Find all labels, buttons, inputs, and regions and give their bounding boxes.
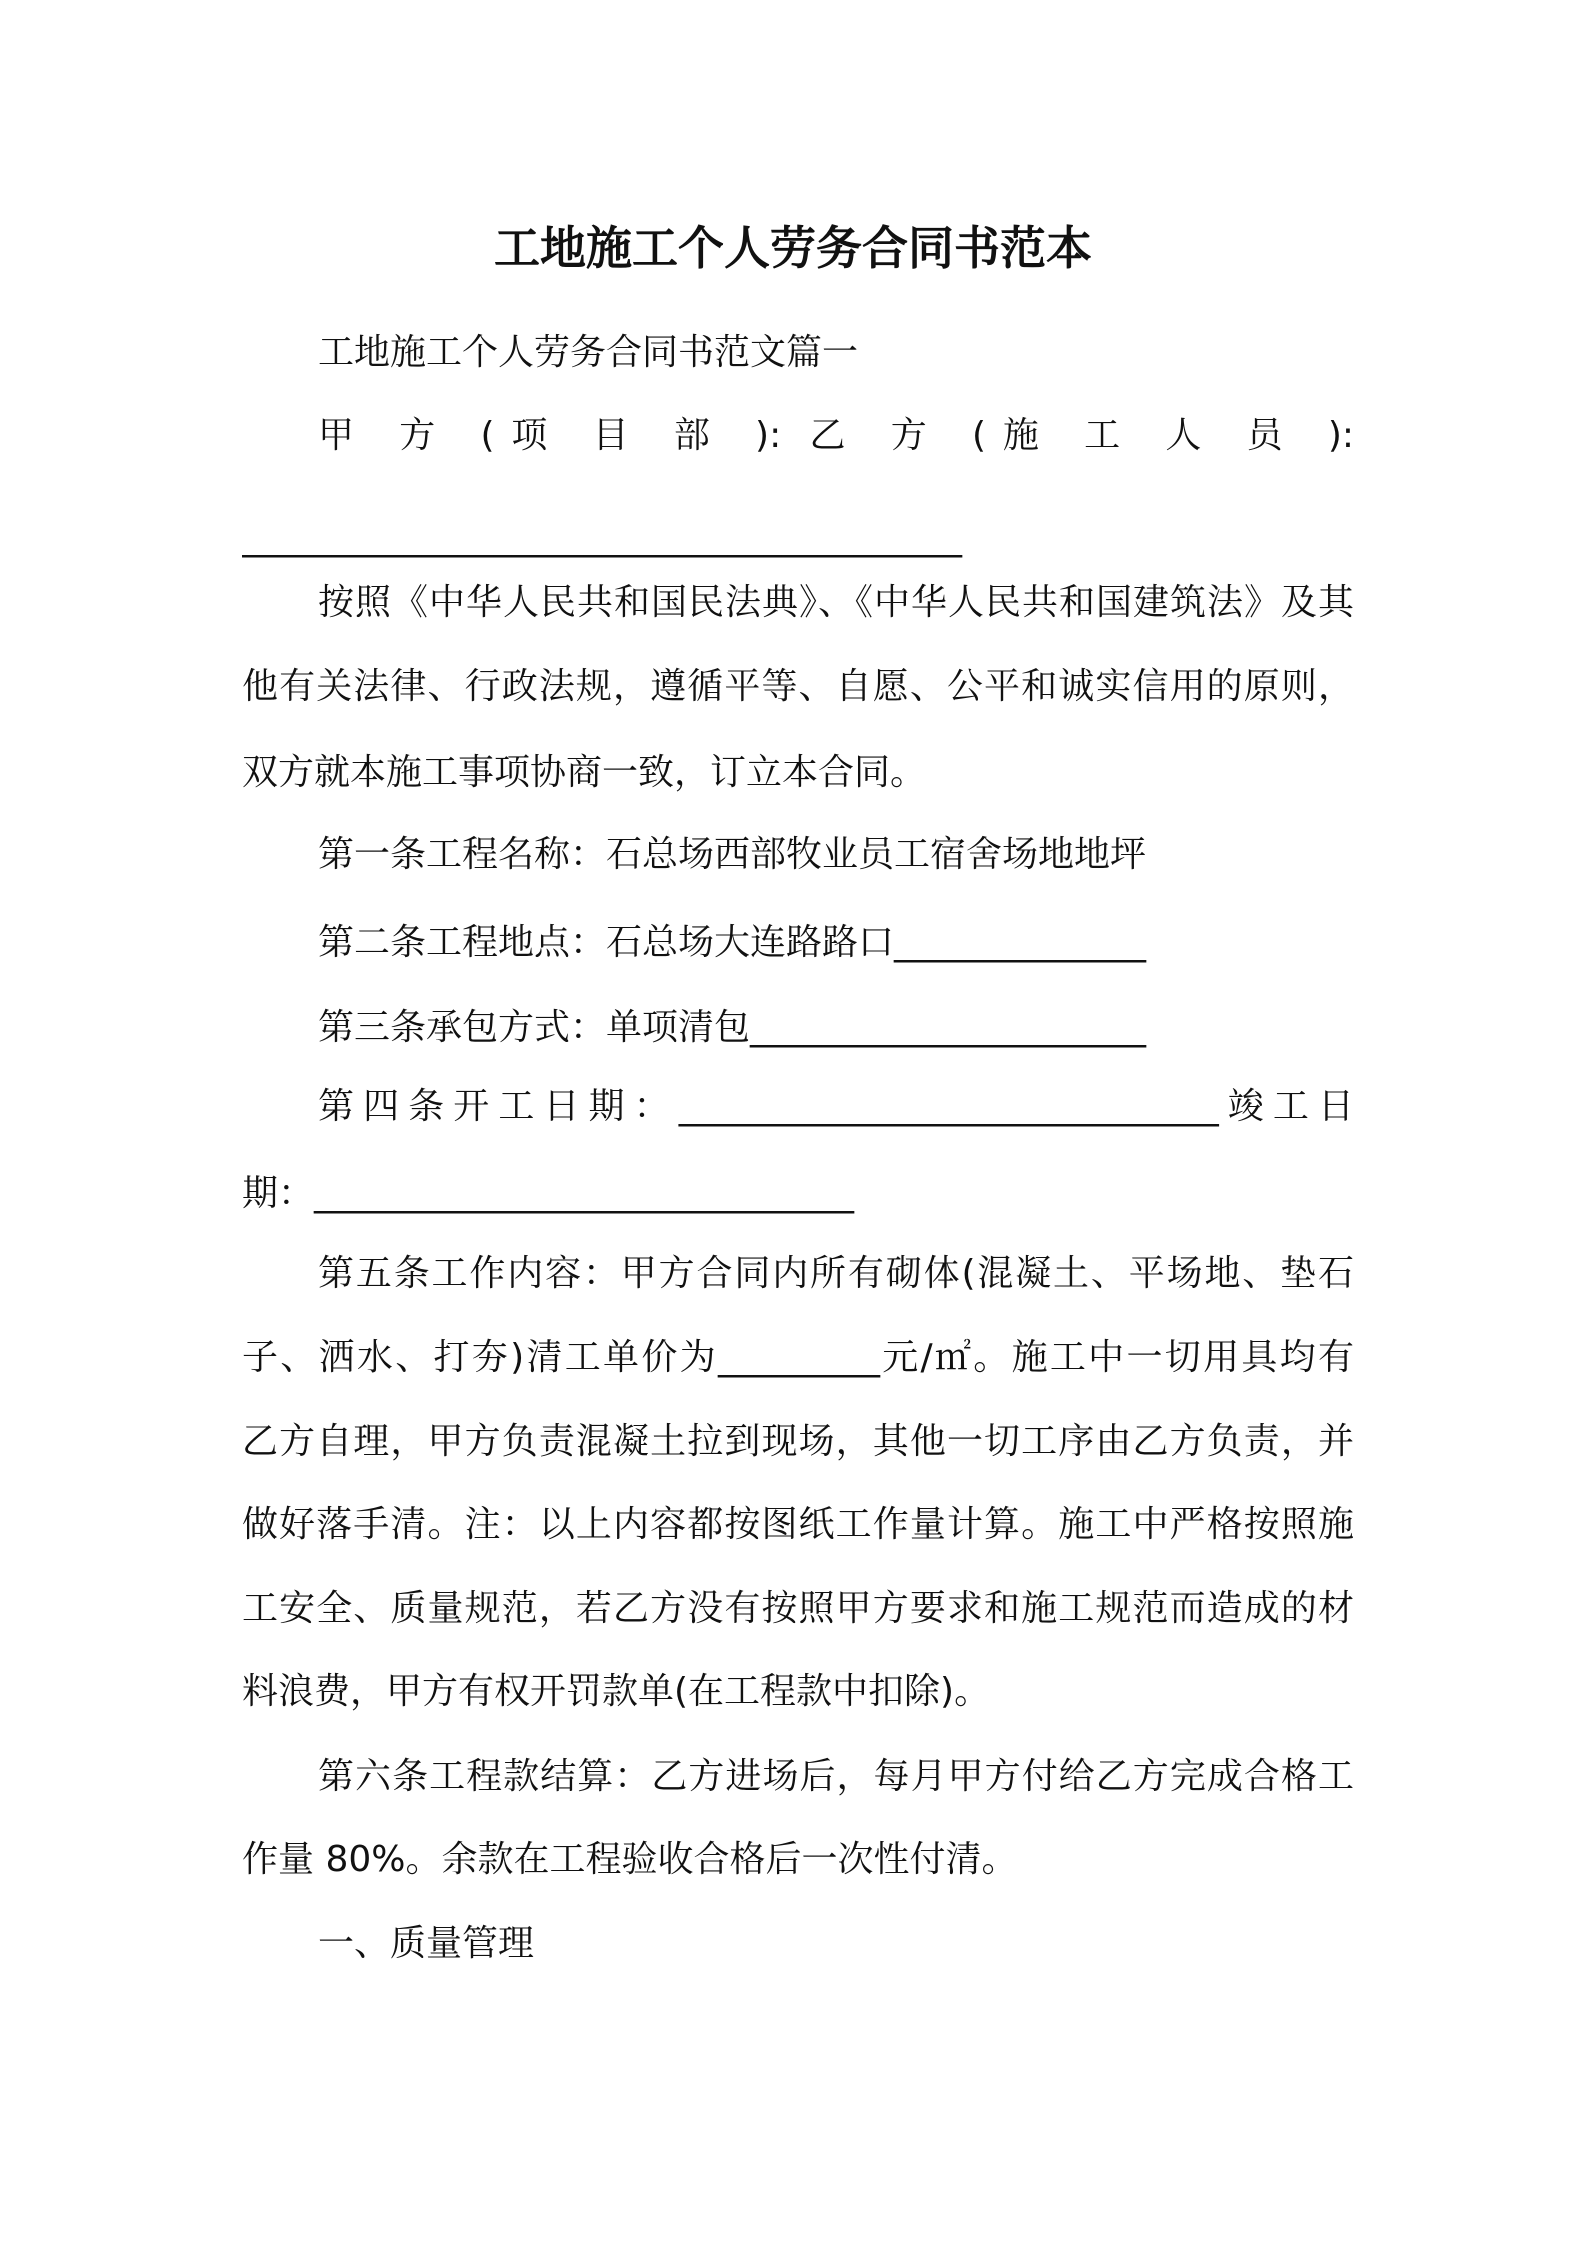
intro-line: 按照《中华人民共和国民法典》、《中华人民共和国建筑法》及其 <box>318 582 1354 623</box>
document-subtitle: 工地施工个人劳务合同书范文篇一 <box>318 332 859 373</box>
parties-blank: ________________________________________ <box>242 517 962 558</box>
article-3: 第三条承包方式：单项清包______________________ <box>318 1007 1147 1048</box>
article-5-line: 第五条工作内容：甲方合同内所有砌体(混凝土、平场地、垫石 <box>318 1253 1354 1294</box>
article-4-line: 期：______________________________ <box>242 1173 854 1214</box>
article-1: 第一条工程名称：石总场西部牧业员工宿舍场地地坪 <box>318 834 1147 875</box>
article-5-line: 做好落手清。注：以上内容都按图纸工作量计算。施工中严格按照施 <box>242 1504 1354 1545</box>
article-5-line: 乙方自理，甲方负责混凝土拉到现场，其他一切工序由乙方负责，并 <box>242 1421 1354 1462</box>
article-5-line: 子、洒水、打夯)清工单价为_________元/㎡。施工中一切用具均有 <box>242 1337 1354 1378</box>
section-heading: 一、质量管理 <box>318 1923 535 1964</box>
article-5-line: 料浪费，甲方有权开罚款单(在工程款中扣除)。 <box>242 1671 991 1712</box>
article-6-line: 作量 80%。余款在工程验收合格后一次性付清。 <box>242 1839 1018 1880</box>
article-5-line: 工安全、质量规范，若乙方没有按照甲方要求和施工规范而造成的材 <box>242 1588 1354 1629</box>
article-4-line: 第四条开工日期：______________________________竣工日 <box>318 1086 1354 1127</box>
intro-line: 双方就本施工事项协商一致，订立本合同。 <box>242 752 927 793</box>
document-title: 工地施工个人劳务合同书范本 <box>494 221 1092 275</box>
article-2: 第二条工程地点：石总场大连路路口______________ <box>318 922 1147 963</box>
parties-line: 甲 方 (项 目 部 ): 乙 方 (施 工 人 员 ): <box>318 415 1354 456</box>
intro-line: 他有关法律、行政法规，遵循平等、自愿、公平和诚实信用的原则， <box>242 666 1354 707</box>
article-6-line: 第六条工程款结算：乙方进场后，每月甲方付给乙方完成合格工 <box>318 1756 1354 1797</box>
